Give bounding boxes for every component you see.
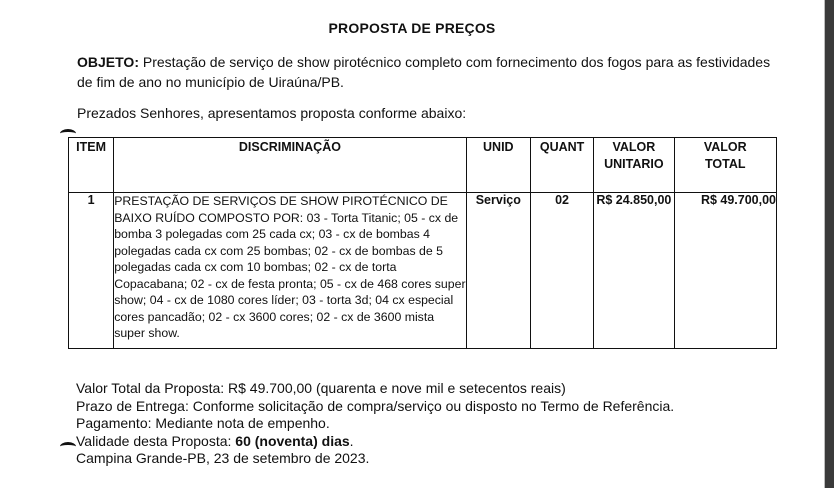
objeto-label: OBJETO: <box>77 54 139 70</box>
header-valor-total <box>674 138 776 193</box>
header-unid: UNID <box>466 138 530 193</box>
validade-end: . <box>349 432 354 449</box>
header-valor-total-line1: VALOR <box>703 140 747 154</box>
cell-discriminacao: PRESTAÇÃO DE SERVIÇOS DE SHOW PIROTÉCNICO DE BAIXO RUÍDO COMPOSTO POR: 03 - Torta Titanic; 05 - cx de bomba 3 polegadas com 25 cada cx; 03 - cx de bombas 4 polegadas cada cx com 25 bombas; 02 - cx de bombas de 5 polegadas cada cx com 10 bombas; 02 - cx de torta Copacabana; 02 - cx de festa pronta; 05 - cx de 468 cores super show; 04 - cx de 1080 cores líder; 03 - torta 3d; 04 cx especial cores pancadão; 02 - cx 3600 cores; 02 - cx de 3600 mista super show. <box>114 193 466 349</box>
cell-unid: Serviço <box>466 193 530 349</box>
validade-line <box>76 433 674 451</box>
header-valor-unitario-line2: UNITARIO <box>604 157 664 171</box>
header-valor-total-line2: TOTAL <box>705 157 746 171</box>
cell-quant: 02 <box>530 193 593 349</box>
scan-mark <box>60 442 76 451</box>
table-row <box>69 193 777 349</box>
validade-label: Validade desta Proposta: <box>76 432 236 449</box>
header-discriminacao: DISCRIMINAÇÃO <box>114 138 466 193</box>
pagamento-line: Pagamento: Mediante nota de empenho. <box>76 415 330 431</box>
greeting-text: Prezados Senhores, apresentamos proposta conforme abaixo: <box>77 105 467 121</box>
cell-valor-unitario: R$ 24.850,00 <box>594 193 674 349</box>
objeto-text: Prestação de serviço de show pirotécnico completo com fornecimento dos fogos para as festividades de fim de ano no município de Uiraúna/PB. <box>77 54 771 90</box>
prazo-line: Prazo de Entrega: Conforme solicitação de compra/serviço ou disposto no Termo de Referência. <box>76 397 675 414</box>
objeto-paragraph <box>77 52 777 92</box>
valor-total-line: Valor Total da Proposta: R$ 49.700,00 (quarenta e nove mil e setecentos reais) <box>76 380 566 396</box>
header-valor-unitario <box>594 138 674 193</box>
page-title: PROPOSTA DE PREÇOS <box>328 20 496 36</box>
proposal-footer <box>76 380 674 468</box>
header-valor-unitario-line1: VALOR <box>612 140 656 154</box>
validade-value: 60 (noventa) dias <box>235 432 350 449</box>
local-data-line: Campina Grande-PB, 23 de setembro de 2023. <box>76 450 370 466</box>
header-quant: QUANT <box>530 138 593 193</box>
cell-valor-total: R$ 49.700,00 <box>674 193 776 349</box>
cell-item: 1 <box>69 193 114 349</box>
header-item: ITEM <box>69 138 114 193</box>
proposal-table <box>68 137 777 349</box>
table-header-row <box>69 138 777 193</box>
